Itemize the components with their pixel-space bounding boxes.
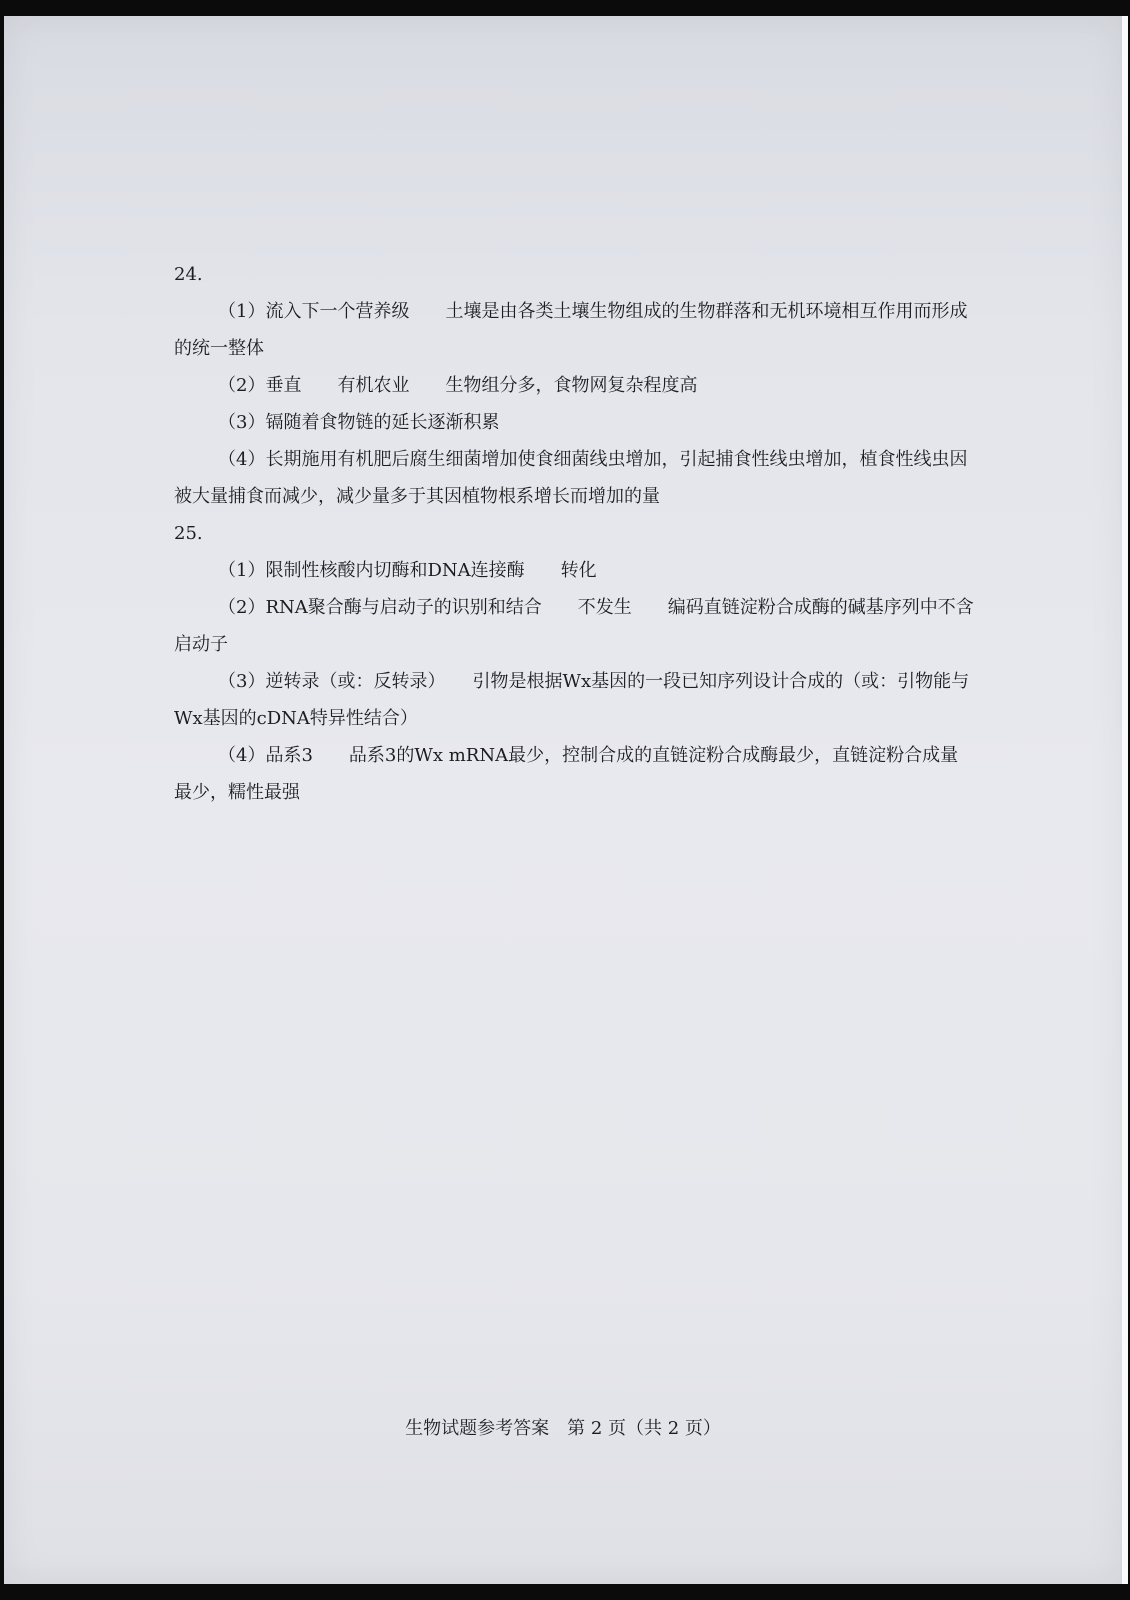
question-25-part-3: （3）逆转录（或：反转录） 引物是根据Wx基因的一段已知序列设计合成的（或：引物能与Wx基因的cDNA特异性结合） <box>174 671 970 729</box>
question-24-number: 24. <box>174 264 203 285</box>
page-footer: 生物试题参考答案 第 2 页（共 2 页） <box>405 1418 721 1439</box>
question-24-part-1: （1）流入下一个营养级 土壤是由各类土壤生物组成的生物群落和无机环境相互作用而形成的统一整体 <box>174 301 968 359</box>
question-25-part-2: （2）RNA聚合酶与启动子的识别和结合 不发生 编码直链淀粉合成酶的碱基序列中不含启动子 <box>174 597 974 655</box>
answer-content <box>174 256 974 811</box>
question-24-part-3: （3）镉随着食物链的延长逐渐积累 <box>218 412 500 433</box>
question-25-part-1: （1）限制性核酸内切酶和DNA连接酶 转化 <box>218 560 597 581</box>
question-25-number: 25. <box>174 523 203 544</box>
question-24-part-2: （2）垂直 有机农业 生物组分多，食物网复杂程度高 <box>218 375 698 396</box>
question-25-part-4: （4）品系3 品系3的Wx mRNA最少，控制合成的直链淀粉合成酶最少，直链淀粉合成量最少，糯性最强 <box>174 745 959 803</box>
question-24-part-4: （4）长期施用有机肥后腐生细菌增加使食细菌线虫增加，引起捕食性线虫增加，植食性线虫因被大量捕食而减少，减少量多于其因植物根系增长而增加的量 <box>174 449 968 507</box>
paper-sheet <box>4 16 1128 1584</box>
